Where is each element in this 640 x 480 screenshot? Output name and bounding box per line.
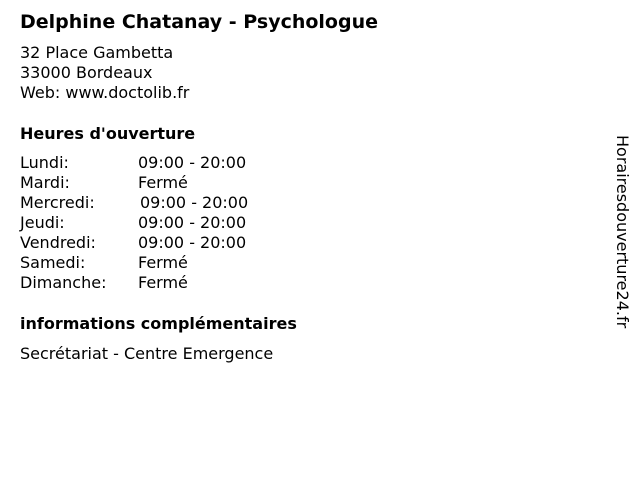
day-label: Jeudi: bbox=[20, 213, 65, 232]
additional-info-heading: informations complémentaires bbox=[20, 314, 297, 333]
day-label: Vendredi: bbox=[20, 233, 96, 252]
page-title: Delphine Chatanay - Psychologue bbox=[20, 11, 379, 33]
day-label: Mercredi: bbox=[20, 193, 95, 212]
day-hours: Fermé bbox=[138, 253, 188, 272]
day-hours: 09:00 - 20:00 bbox=[138, 153, 247, 172]
website-text: Web: www.doctolib.fr bbox=[20, 83, 190, 102]
day-hours: 09:00 - 20:00 bbox=[138, 213, 247, 232]
opening-hours-heading: Heures d'ouverture bbox=[20, 124, 196, 143]
day-label: Samedi: bbox=[20, 253, 86, 272]
address-city: 33000 Bordeaux bbox=[20, 63, 153, 82]
day-hours: Fermé bbox=[138, 173, 188, 192]
day-label: Mardi: bbox=[20, 173, 70, 192]
address-block bbox=[20, 43, 189, 103]
day-label: Dimanche: bbox=[20, 273, 107, 292]
day-hours: 09:00 - 20:00 bbox=[138, 233, 247, 252]
address-street: 32 Place Gambetta bbox=[20, 43, 174, 62]
site-watermark: Horairesdouverture24.fr bbox=[613, 135, 632, 329]
day-hours: Fermé bbox=[138, 273, 188, 292]
day-hours: 09:00 - 20:00 bbox=[140, 193, 249, 212]
day-label: Lundi: bbox=[20, 153, 69, 172]
additional-info-text: Secrétariat - Centre Emergence bbox=[20, 344, 274, 363]
